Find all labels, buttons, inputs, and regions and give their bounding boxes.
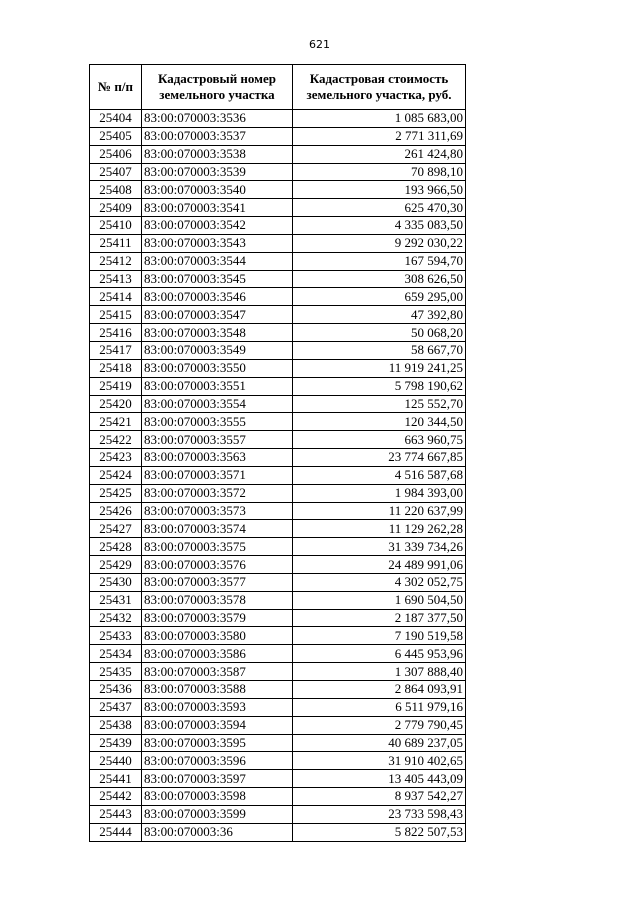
cadastral-number-cell: 83:00:070003:3557 bbox=[142, 431, 293, 449]
row-number-cell: 25409 bbox=[90, 199, 142, 217]
row-number-cell: 25422 bbox=[90, 431, 142, 449]
cadastral-value-cell: 1 307 888,40 bbox=[293, 663, 466, 681]
table-row bbox=[90, 520, 466, 538]
cadastral-number-cell: 83:00:070003:3593 bbox=[142, 698, 293, 716]
row-number-cell: 25429 bbox=[90, 556, 142, 574]
cadastral-value-cell: 125 552,70 bbox=[293, 395, 466, 413]
table-row bbox=[90, 395, 466, 413]
cadastral-number-cell: 83:00:070003:3574 bbox=[142, 520, 293, 538]
cadastral-value-cell: 1 085 683,00 bbox=[293, 110, 466, 128]
table-row bbox=[90, 127, 466, 145]
cadastral-value-cell: 2 779 790,45 bbox=[293, 716, 466, 734]
cadastral-value-cell: 9 292 030,22 bbox=[293, 234, 466, 252]
cadastral-value-cell: 261 424,80 bbox=[293, 145, 466, 163]
cadastral-number-cell: 83:00:070003:3578 bbox=[142, 591, 293, 609]
header-cadastral-number: Кадастровый номер земельного участка bbox=[142, 65, 293, 110]
table-row bbox=[90, 502, 466, 520]
row-number-cell: 25443 bbox=[90, 805, 142, 823]
row-number-cell: 25444 bbox=[90, 823, 142, 841]
row-number-cell: 25418 bbox=[90, 359, 142, 377]
row-number-cell: 25438 bbox=[90, 716, 142, 734]
cadastral-number-cell: 83:00:070003:3577 bbox=[142, 573, 293, 591]
cadastral-number-cell: 83:00:070003:3563 bbox=[142, 449, 293, 467]
table-row bbox=[90, 663, 466, 681]
row-number-cell: 25413 bbox=[90, 270, 142, 288]
cadastral-value-cell: 31 339 734,26 bbox=[293, 538, 466, 556]
cadastral-value-cell: 47 392,80 bbox=[293, 306, 466, 324]
row-number-cell: 25404 bbox=[90, 110, 142, 128]
cadastral-value-cell: 40 689 237,05 bbox=[293, 734, 466, 752]
cadastral-number-cell: 83:00:070003:3594 bbox=[142, 716, 293, 734]
cadastral-number-cell: 83:00:070003:3587 bbox=[142, 663, 293, 681]
cadastral-number-cell: 83:00:070003:3571 bbox=[142, 466, 293, 484]
cadastral-number-cell: 83:00:070003:3554 bbox=[142, 395, 293, 413]
cadastral-number-cell: 83:00:070003:3573 bbox=[142, 502, 293, 520]
row-number-cell: 25423 bbox=[90, 449, 142, 467]
table-row bbox=[90, 466, 466, 484]
cadastral-number-cell: 83:00:070003:3549 bbox=[142, 341, 293, 359]
cadastral-number-cell: 83:00:070003:3544 bbox=[142, 252, 293, 270]
row-number-cell: 25416 bbox=[90, 324, 142, 342]
cadastral-value-cell: 50 068,20 bbox=[293, 324, 466, 342]
cadastral-value-cell: 7 190 519,58 bbox=[293, 627, 466, 645]
row-number-cell: 25410 bbox=[90, 217, 142, 235]
table-row bbox=[90, 698, 466, 716]
row-number-cell: 25437 bbox=[90, 698, 142, 716]
cadastral-number-cell: 83:00:070003:3551 bbox=[142, 377, 293, 395]
cadastral-number-cell: 83:00:070003:3555 bbox=[142, 413, 293, 431]
cadastral-number-cell: 83:00:070003:3540 bbox=[142, 181, 293, 199]
cadastral-number-cell: 83:00:070003:3588 bbox=[142, 681, 293, 699]
page-number: 621 bbox=[309, 38, 330, 51]
cadastral-number-cell: 83:00:070003:3599 bbox=[142, 805, 293, 823]
table-row bbox=[90, 645, 466, 663]
row-number-cell: 25420 bbox=[90, 395, 142, 413]
cadastral-number-cell: 83:00:070003:3548 bbox=[142, 324, 293, 342]
table-row bbox=[90, 288, 466, 306]
table-row bbox=[90, 734, 466, 752]
table-row bbox=[90, 234, 466, 252]
row-number-cell: 25412 bbox=[90, 252, 142, 270]
cadastral-number-cell: 83:00:070003:3543 bbox=[142, 234, 293, 252]
cadastral-value-cell: 120 344,50 bbox=[293, 413, 466, 431]
table-body bbox=[90, 110, 466, 842]
cadastral-number-cell: 83:00:070003:3536 bbox=[142, 110, 293, 128]
row-number-cell: 25442 bbox=[90, 788, 142, 806]
table-row bbox=[90, 573, 466, 591]
cadastral-value-cell: 308 626,50 bbox=[293, 270, 466, 288]
table-row bbox=[90, 217, 466, 235]
cadastral-value-cell: 8 937 542,27 bbox=[293, 788, 466, 806]
table-row bbox=[90, 591, 466, 609]
cadastral-number-cell: 83:00:070003:3538 bbox=[142, 145, 293, 163]
cadastral-value-cell: 2 771 311,69 bbox=[293, 127, 466, 145]
cadastral-value-cell: 4 335 083,50 bbox=[293, 217, 466, 235]
cadastral-table bbox=[89, 64, 466, 842]
table-row bbox=[90, 627, 466, 645]
cadastral-value-cell: 663 960,75 bbox=[293, 431, 466, 449]
header-row-number: № п/п bbox=[90, 65, 142, 110]
table-row bbox=[90, 752, 466, 770]
table-row bbox=[90, 823, 466, 841]
cadastral-value-cell: 23 774 667,85 bbox=[293, 449, 466, 467]
table-row bbox=[90, 324, 466, 342]
cadastral-value-cell: 625 470,30 bbox=[293, 199, 466, 217]
cadastral-value-cell: 2 187 377,50 bbox=[293, 609, 466, 627]
table-row bbox=[90, 110, 466, 128]
row-number-cell: 25427 bbox=[90, 520, 142, 538]
cadastral-value-cell: 1 984 393,00 bbox=[293, 484, 466, 502]
cadastral-number-cell: 83:00:070003:3542 bbox=[142, 217, 293, 235]
table-row bbox=[90, 252, 466, 270]
row-number-cell: 25411 bbox=[90, 234, 142, 252]
cadastral-value-cell: 11 220 637,99 bbox=[293, 502, 466, 520]
table-row bbox=[90, 609, 466, 627]
table-row bbox=[90, 145, 466, 163]
cadastral-value-cell: 58 667,70 bbox=[293, 341, 466, 359]
cadastral-number-cell: 83:00:070003:3580 bbox=[142, 627, 293, 645]
table-row bbox=[90, 484, 466, 502]
table-row bbox=[90, 359, 466, 377]
cadastral-number-cell: 83:00:070003:3545 bbox=[142, 270, 293, 288]
cadastral-number-cell: 83:00:070003:3576 bbox=[142, 556, 293, 574]
row-number-cell: 25434 bbox=[90, 645, 142, 663]
cadastral-value-cell: 193 966,50 bbox=[293, 181, 466, 199]
row-number-cell: 25431 bbox=[90, 591, 142, 609]
row-number-cell: 25430 bbox=[90, 573, 142, 591]
row-number-cell: 25433 bbox=[90, 627, 142, 645]
cadastral-number-cell: 83:00:070003:3547 bbox=[142, 306, 293, 324]
table-row bbox=[90, 716, 466, 734]
cadastral-value-cell: 2 864 093,91 bbox=[293, 681, 466, 699]
cadastral-value-cell: 4 302 052,75 bbox=[293, 573, 466, 591]
cadastral-value-cell: 11 129 262,28 bbox=[293, 520, 466, 538]
cadastral-number-cell: 83:00:070003:3597 bbox=[142, 770, 293, 788]
table-row bbox=[90, 449, 466, 467]
cadastral-value-cell: 13 405 443,09 bbox=[293, 770, 466, 788]
cadastral-number-cell: 83:00:070003:3537 bbox=[142, 127, 293, 145]
table-row bbox=[90, 413, 466, 431]
cadastral-value-cell: 1 690 504,50 bbox=[293, 591, 466, 609]
row-number-cell: 25435 bbox=[90, 663, 142, 681]
table-row bbox=[90, 431, 466, 449]
row-number-cell: 25432 bbox=[90, 609, 142, 627]
cadastral-value-cell: 24 489 991,06 bbox=[293, 556, 466, 574]
table-row bbox=[90, 681, 466, 699]
cadastral-number-cell: 83:00:070003:3596 bbox=[142, 752, 293, 770]
cadastral-value-cell: 11 919 241,25 bbox=[293, 359, 466, 377]
row-number-cell: 25415 bbox=[90, 306, 142, 324]
row-number-cell: 25426 bbox=[90, 502, 142, 520]
header-cadastral-value: Кадастровая стоимость земельного участка, руб. bbox=[293, 65, 466, 110]
table-row bbox=[90, 770, 466, 788]
row-number-cell: 25425 bbox=[90, 484, 142, 502]
row-number-cell: 25439 bbox=[90, 734, 142, 752]
table-row bbox=[90, 538, 466, 556]
cadastral-value-cell: 659 295,00 bbox=[293, 288, 466, 306]
row-number-cell: 25428 bbox=[90, 538, 142, 556]
row-number-cell: 25407 bbox=[90, 163, 142, 181]
row-number-cell: 25436 bbox=[90, 681, 142, 699]
cadastral-value-cell: 6 445 953,96 bbox=[293, 645, 466, 663]
table-row bbox=[90, 341, 466, 359]
table-row bbox=[90, 163, 466, 181]
cadastral-number-cell: 83:00:070003:36 bbox=[142, 823, 293, 841]
cadastral-value-cell: 23 733 598,43 bbox=[293, 805, 466, 823]
row-number-cell: 25408 bbox=[90, 181, 142, 199]
cadastral-number-cell: 83:00:070003:3541 bbox=[142, 199, 293, 217]
cadastral-value-cell: 70 898,10 bbox=[293, 163, 466, 181]
header-row bbox=[90, 65, 466, 110]
cadastral-number-cell: 83:00:070003:3539 bbox=[142, 163, 293, 181]
cadastral-value-cell: 5 798 190,62 bbox=[293, 377, 466, 395]
table-row bbox=[90, 556, 466, 574]
row-number-cell: 25424 bbox=[90, 466, 142, 484]
cadastral-number-cell: 83:00:070003:3572 bbox=[142, 484, 293, 502]
cadastral-value-cell: 6 511 979,16 bbox=[293, 698, 466, 716]
table-row bbox=[90, 270, 466, 288]
cadastral-value-cell: 167 594,70 bbox=[293, 252, 466, 270]
table-header bbox=[90, 65, 466, 110]
row-number-cell: 25440 bbox=[90, 752, 142, 770]
row-number-cell: 25421 bbox=[90, 413, 142, 431]
table-row bbox=[90, 377, 466, 395]
cadastral-value-cell: 5 822 507,53 bbox=[293, 823, 466, 841]
row-number-cell: 25414 bbox=[90, 288, 142, 306]
cadastral-number-cell: 83:00:070003:3598 bbox=[142, 788, 293, 806]
table-row bbox=[90, 199, 466, 217]
cadastral-number-cell: 83:00:070003:3579 bbox=[142, 609, 293, 627]
table-row bbox=[90, 788, 466, 806]
cadastral-value-cell: 4 516 587,68 bbox=[293, 466, 466, 484]
row-number-cell: 25419 bbox=[90, 377, 142, 395]
cadastral-number-cell: 83:00:070003:3595 bbox=[142, 734, 293, 752]
row-number-cell: 25441 bbox=[90, 770, 142, 788]
row-number-cell: 25405 bbox=[90, 127, 142, 145]
cadastral-number-cell: 83:00:070003:3575 bbox=[142, 538, 293, 556]
row-number-cell: 25406 bbox=[90, 145, 142, 163]
table-row bbox=[90, 805, 466, 823]
cadastral-value-cell: 31 910 402,65 bbox=[293, 752, 466, 770]
table-row bbox=[90, 306, 466, 324]
cadastral-number-cell: 83:00:070003:3586 bbox=[142, 645, 293, 663]
cadastral-number-cell: 83:00:070003:3546 bbox=[142, 288, 293, 306]
row-number-cell: 25417 bbox=[90, 341, 142, 359]
cadastral-number-cell: 83:00:070003:3550 bbox=[142, 359, 293, 377]
table-row bbox=[90, 181, 466, 199]
